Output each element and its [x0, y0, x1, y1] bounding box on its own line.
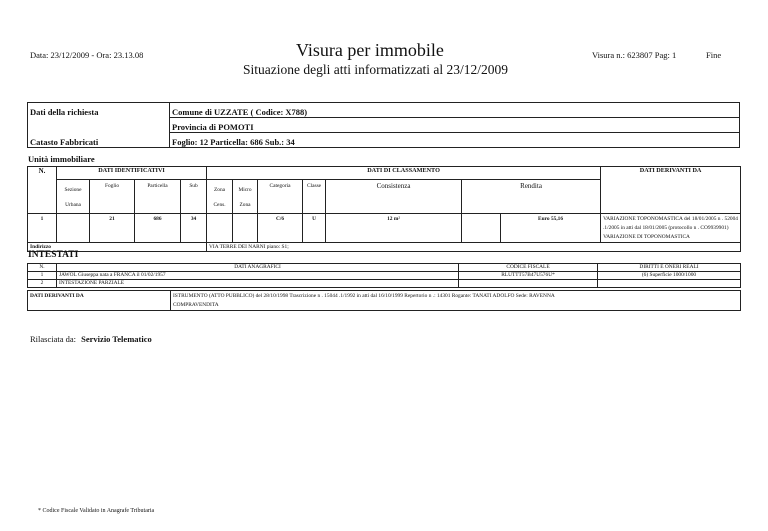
richiesta-label: Dati della richiesta — [30, 107, 99, 117]
rilasciata-value: Servizio Telematico — [81, 334, 152, 344]
intestati-h-cf: CODICE FISCALE — [459, 264, 598, 272]
richiesta-label-cell — [28, 103, 170, 148]
row-foglio: 21 — [90, 214, 135, 243]
rilasciata-label: Rilasciata da: — [30, 334, 77, 344]
sezione-label: Sezione — [64, 187, 82, 193]
intestati-row-cf: RLUTTT57B47U576U* — [459, 272, 598, 280]
row-sub: 34 — [181, 214, 207, 243]
catasto-label: Catasto Fabbricati — [30, 137, 99, 147]
unita-sub-micro — [233, 180, 258, 214]
intestati-row-n: 2 — [28, 280, 57, 288]
richiesta-divider-1 — [170, 117, 740, 118]
unita-sub-categoria: Categoria — [258, 180, 303, 214]
row-classe: U — [303, 214, 326, 243]
row-derivanti — [601, 214, 741, 243]
intestati-row-diritti: (6) Superficie 1000/1000 — [598, 272, 741, 280]
cens-label: Cens. — [213, 202, 226, 208]
intestati-title: INTESTATI — [28, 250, 79, 260]
row-rendita: Euro 55,16 — [501, 214, 601, 243]
unita-h-classamento: DATI DI CLASSAMENTO — [207, 167, 601, 180]
provincia-value: Provincia di POMOTI — [172, 122, 254, 132]
row-categoria: C/6 — [258, 214, 303, 243]
intestati-row-n: 1 — [28, 272, 57, 280]
unita-table — [27, 166, 741, 252]
intestati-row-anagrafici: INTESTAZIONE PARZIALE — [57, 280, 459, 288]
intestati-table — [27, 263, 741, 288]
indirizzo-value: VIA TERRE DEI NARNI piano: S1; — [207, 243, 741, 252]
row-particella: 686 — [135, 214, 181, 243]
indirizzo-label: Indirizzo — [28, 243, 207, 252]
row-micro — [233, 214, 258, 243]
unita-h-n: N. — [28, 167, 57, 214]
table-row — [28, 272, 741, 280]
intestati-derivanti-value — [171, 291, 741, 311]
page-title: Visura per immobile — [296, 40, 444, 60]
micro-label: Micro — [238, 187, 252, 193]
unita-sub-classe: Classe — [303, 180, 326, 214]
row-zona — [207, 214, 233, 243]
unita-sub-particella: Particella — [135, 180, 181, 214]
row-consistenza: 12 m² — [326, 214, 462, 243]
unita-sub-sub: Sub — [181, 180, 207, 214]
unita-h-derivanti: DATI DERIVANTI DA — [601, 167, 741, 214]
richiesta-values-cell — [170, 103, 740, 148]
intestati-row-anagrafici: JAWOL Giuseppa nata a FRANCA il 01/02/1957 — [57, 272, 459, 280]
visura-number: Visura n.: 623807 Pag: 1 — [592, 50, 677, 60]
date-time: Data: 23/12/2009 - Ora: 23.13.08 — [30, 50, 144, 60]
richiesta-divider-2 — [170, 132, 740, 133]
fine-label: Fine — [706, 50, 722, 60]
unita-sub-consistenza: Consistenza — [326, 180, 462, 214]
urbana-label: Urbana — [65, 202, 81, 208]
row-derivanti-line-3: VARIAZIONE DI TOPONOMASTICA — [603, 234, 690, 240]
zona-label: Zona — [213, 187, 226, 193]
unita-h-identificativi: DATI IDENTIFICATIVI — [57, 167, 207, 180]
row-sezione — [57, 214, 90, 243]
footer-note: * Codice Fiscale Validato in Anagrafe Tributaria — [38, 508, 155, 514]
intestati-derivanti-label: DATI DERIVANTI DA — [28, 291, 171, 311]
microzona-label: Zona — [239, 202, 251, 208]
row-derivanti-line-1: VARIAZIONE TOPONOMASTICA del 18/01/2005 n . 52004 — [603, 216, 738, 222]
intestati-row-cf — [459, 280, 598, 288]
richiesta-table — [27, 102, 740, 148]
row-derivanti-line-2: .1/2005 in atti dal 18/01/2005 (protocollo n . CO9939901) — [603, 225, 729, 231]
intestati-derivanti-line-2: COMPRAVENDITA — [173, 302, 219, 308]
rilasciata-block — [30, 334, 152, 344]
intestati-row-diritti — [598, 280, 741, 288]
intestati-h-anagrafici: DATI ANAGRAFICI — [57, 264, 459, 272]
table-row — [28, 280, 741, 288]
row-n: 1 — [28, 214, 57, 243]
comune-value: Comune di UZZATE ( Codice: X788) — [172, 107, 308, 117]
intestati-h-n: N. — [28, 264, 57, 272]
intestati-derivanti-line-1: ISTRUMENTO (ATTO PUBBLICO) del 28/10/1998 Trascrizione n . 15044 .1/1992 in atti dal 16/10/1999 Repertorio n .: 14301 Rogante: TANATI ADOLFO Sede: RAVENNA — [173, 293, 555, 299]
unita-sub-foglio: Foglio — [90, 180, 135, 214]
foglio-value: Foglio: 12 Particella: 686 Sub.: 34 — [172, 137, 295, 147]
intestati-derivanti-table — [27, 290, 741, 311]
intestati-h-diritti: DIRITTI E ONERI REALI — [598, 264, 741, 272]
row-empty — [462, 214, 501, 243]
unita-sub-rendita: Rendita — [462, 180, 601, 214]
unita-sub-zona — [207, 180, 233, 214]
unita-title: Unità immobiliare — [28, 154, 95, 164]
page-subtitle: Situazione degli atti informatizzati al 23/12/2009 — [243, 62, 509, 77]
unita-sub-sezione — [57, 180, 90, 214]
